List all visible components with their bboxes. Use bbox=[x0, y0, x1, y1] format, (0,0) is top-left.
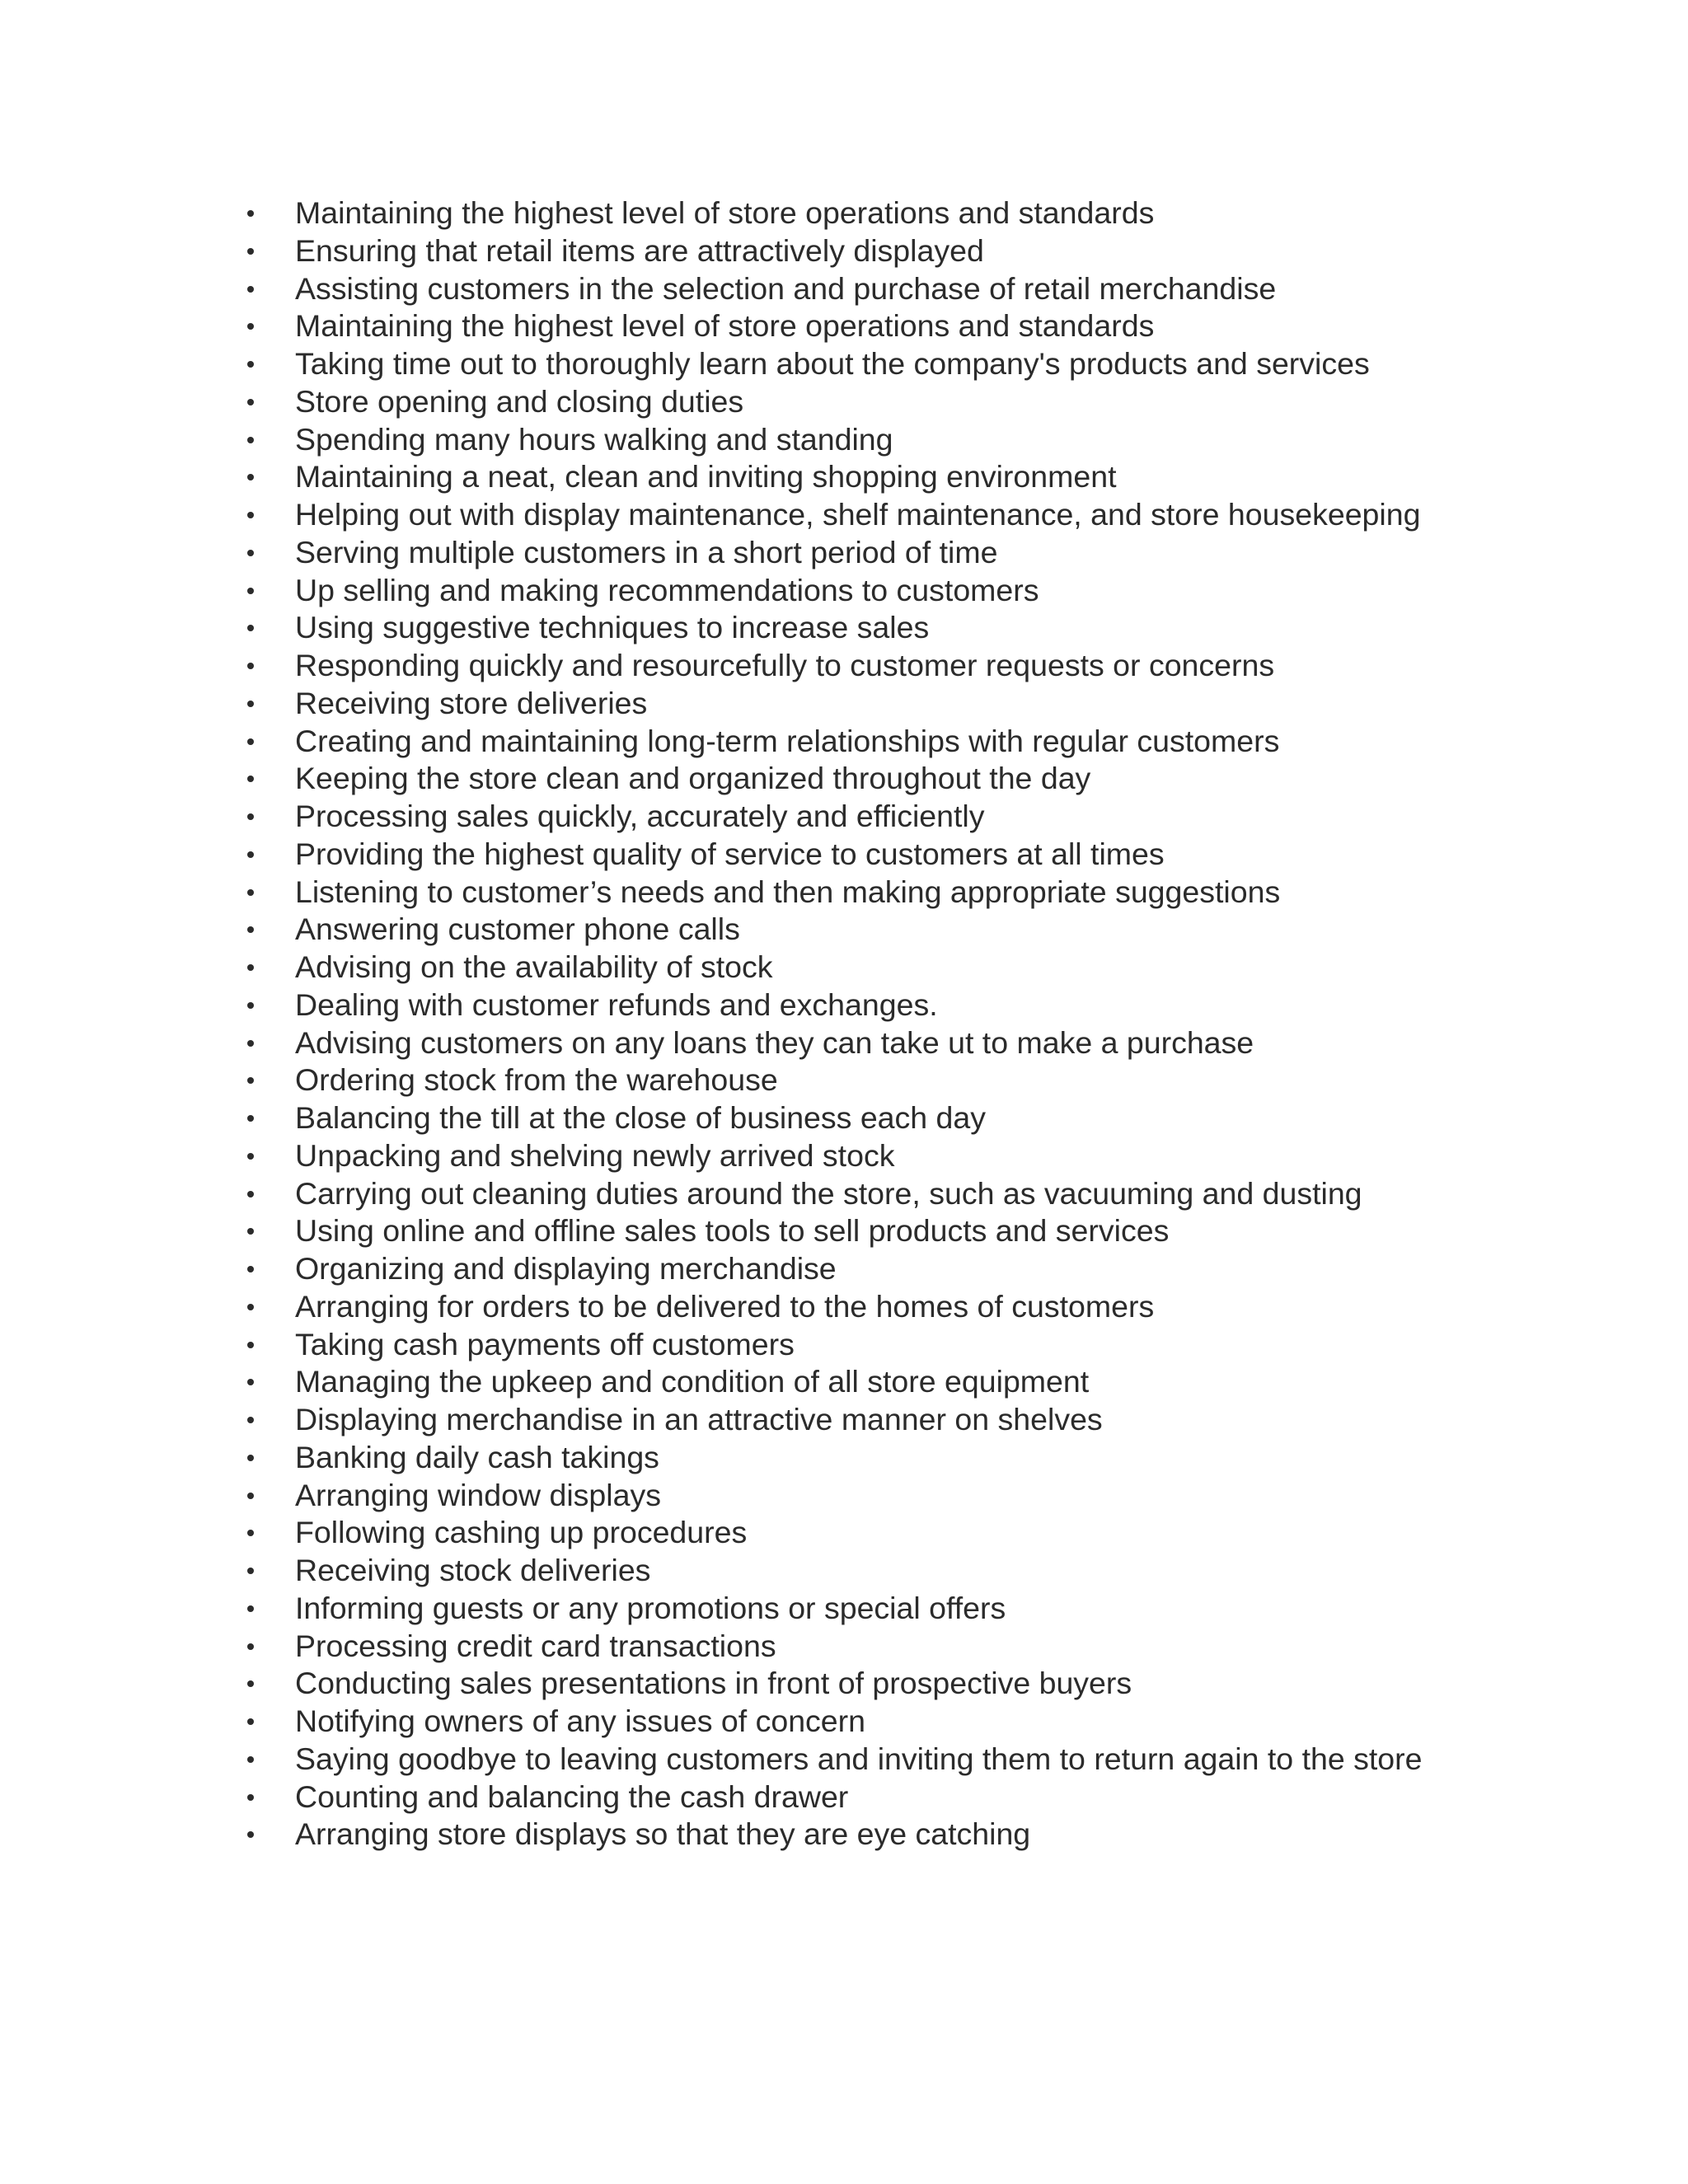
list-item bbox=[247, 1401, 1467, 1439]
bullet-icon bbox=[247, 399, 254, 405]
list-item-text: Maintaining the highest level of store operations and standards bbox=[295, 308, 1155, 344]
bullet-icon bbox=[247, 474, 254, 480]
list-item-text: Helping out with display maintenance, shelf maintenance, and store housekeeping bbox=[295, 497, 1421, 532]
list-item-text: Maintaining the highest level of store operations and standards bbox=[295, 195, 1155, 230]
list-item bbox=[247, 1099, 1467, 1137]
bullet-icon bbox=[247, 851, 254, 858]
list-item bbox=[247, 1363, 1467, 1401]
list-item-text: Balancing the till at the close of business each day bbox=[295, 1100, 987, 1135]
list-item bbox=[247, 1175, 1467, 1213]
bullet-icon bbox=[247, 1718, 254, 1725]
list-item-text: Displaying merchandise in an attractive manner on shelves bbox=[295, 1402, 1103, 1436]
bullet-icon bbox=[247, 1831, 254, 1838]
bullet-icon bbox=[247, 1530, 254, 1536]
bullet-icon bbox=[247, 437, 254, 443]
list-item-text: Assisting customers in the selection and purchase of retail merchandise bbox=[295, 270, 1277, 306]
list-item-text: Receiving stock deliveries bbox=[295, 1553, 651, 1587]
list-item bbox=[247, 1439, 1467, 1477]
bullet-icon bbox=[247, 1115, 254, 1122]
list-item bbox=[247, 421, 1467, 459]
list-item-text: Providing the highest quality of service to customers at all times bbox=[295, 836, 1165, 871]
bullet-icon bbox=[247, 889, 254, 896]
bullet-icon bbox=[247, 1680, 254, 1687]
list-item bbox=[247, 609, 1467, 647]
list-item-text: Responding quickly and resourcefully to customer requests or concerns bbox=[295, 648, 1275, 682]
list-item-text: Informing guests or any promotions or special offers bbox=[295, 1590, 1006, 1625]
bullet-icon bbox=[247, 1002, 254, 1009]
list-item-text: Listening to customer’s needs and then making appropriate suggestions bbox=[295, 874, 1281, 909]
bullet-icon bbox=[247, 1417, 254, 1423]
bullet-icon bbox=[247, 813, 254, 820]
bullet-icon bbox=[247, 625, 254, 631]
list-item bbox=[247, 232, 1467, 270]
list-item bbox=[247, 1703, 1467, 1741]
list-item-text: Taking time out to thoroughly learn about the company's products and services bbox=[295, 346, 1370, 381]
bullet-icon bbox=[247, 1040, 254, 1047]
bullet-icon bbox=[247, 1568, 254, 1574]
list-item bbox=[247, 1288, 1467, 1326]
list-item bbox=[247, 1137, 1467, 1175]
list-item-text: Advising customers on any loans they can take ut to make a purchase bbox=[295, 1024, 1254, 1060]
list-item bbox=[247, 1816, 1467, 1854]
list-item bbox=[247, 1552, 1467, 1590]
bullet-icon bbox=[247, 1153, 254, 1160]
list-item bbox=[247, 987, 1467, 1024]
list-item-text: Banking daily cash takings bbox=[295, 1439, 659, 1474]
list-item-text: Creating and maintaining long-term relationships with regular customers bbox=[295, 723, 1280, 758]
list-item-text: Notifying owners of any issues of concern bbox=[295, 1704, 866, 1738]
list-item bbox=[247, 1665, 1467, 1703]
bullet-icon bbox=[247, 1643, 254, 1650]
bullet-icon bbox=[247, 286, 254, 293]
list-item-text: Using suggestive techniques to increase sales bbox=[295, 610, 930, 645]
list-item bbox=[247, 270, 1467, 308]
list-item bbox=[247, 1628, 1467, 1666]
list-item-text: Store opening and closing duties bbox=[295, 383, 744, 419]
list-item-text: Carrying out cleaning duties around the store, such as vacuuming and dusting bbox=[295, 1175, 1362, 1211]
list-item-text: Advising on the availability of stock bbox=[295, 949, 773, 984]
bullet-icon bbox=[247, 1077, 254, 1084]
list-item-text: Ensuring that retail items are attractively displayed bbox=[295, 232, 984, 268]
list-item-text: Taking cash payments off customers bbox=[295, 1326, 795, 1361]
bullet-icon bbox=[247, 361, 254, 368]
bullet-icon bbox=[247, 1191, 254, 1197]
bullet-icon bbox=[247, 1455, 254, 1461]
list-item-text: Processing credit card transactions bbox=[295, 1628, 776, 1663]
list-item bbox=[247, 194, 1467, 232]
list-item bbox=[247, 534, 1467, 572]
list-item bbox=[247, 572, 1467, 610]
list-item bbox=[247, 1062, 1467, 1099]
list-item bbox=[247, 723, 1467, 761]
bullet-icon bbox=[247, 1266, 254, 1272]
list-item-text: Managing the upkeep and condition of all store equipment bbox=[295, 1364, 1090, 1399]
list-item bbox=[247, 1477, 1467, 1515]
list-item bbox=[247, 685, 1467, 723]
bullet-icon bbox=[247, 1493, 254, 1499]
bullet-icon bbox=[247, 776, 254, 782]
bullet-icon bbox=[247, 1379, 254, 1385]
list-item-text: Keeping the store clean and organized throughout the day bbox=[295, 761, 1091, 796]
list-item bbox=[247, 1779, 1467, 1816]
bullet-icon bbox=[247, 1304, 254, 1310]
list-item-text: Arranging store displays so that they are eye catching bbox=[295, 1816, 1031, 1852]
list-item-text: Arranging for orders to be delivered to the homes of customers bbox=[295, 1288, 1155, 1324]
list-item bbox=[247, 1741, 1467, 1779]
list-item bbox=[247, 496, 1467, 534]
bullet-icon bbox=[247, 210, 254, 217]
bullet-icon bbox=[247, 550, 254, 556]
list-item-text: Counting and balancing the cash drawer bbox=[295, 1779, 849, 1814]
bullet-icon bbox=[247, 701, 254, 707]
list-item-text: Spending many hours walking and standing bbox=[295, 421, 893, 457]
list-item-text: Dealing with customer refunds and exchanges. bbox=[295, 987, 938, 1022]
list-item bbox=[247, 760, 1467, 798]
bullet-icon bbox=[247, 1794, 254, 1801]
bullet-icon bbox=[247, 323, 254, 330]
list-item-text: Up selling and making recommendations to customers bbox=[295, 572, 1039, 607]
bullet-icon bbox=[247, 663, 254, 669]
bullet-icon bbox=[247, 964, 254, 971]
duty-bullet-list bbox=[247, 194, 1467, 1854]
bullet-icon bbox=[247, 1605, 254, 1612]
list-item-text: Saying goodbye to leaving customers and inviting them to return again to the store bbox=[295, 1741, 1423, 1776]
list-item-text: Using online and offline sales tools to sell products and services bbox=[295, 1213, 1170, 1249]
list-item-text: Ordering stock from the warehouse bbox=[295, 1062, 778, 1098]
list-item bbox=[247, 1024, 1467, 1062]
list-item bbox=[247, 1590, 1467, 1628]
bullet-icon bbox=[247, 1342, 254, 1348]
bullet-icon bbox=[247, 738, 254, 745]
list-item-text: Following cashing up procedures bbox=[295, 1515, 748, 1550]
bullet-icon bbox=[247, 248, 254, 255]
list-item-text: Organizing and displaying merchandise bbox=[295, 1251, 837, 1286]
list-item-text: Serving multiple customers in a short period of time bbox=[295, 534, 998, 569]
list-item bbox=[247, 1212, 1467, 1250]
list-item bbox=[247, 1326, 1467, 1364]
list-item-text: Answering customer phone calls bbox=[295, 912, 740, 947]
bullet-icon bbox=[247, 1228, 254, 1235]
list-item bbox=[247, 949, 1467, 987]
list-item bbox=[247, 874, 1467, 912]
list-item bbox=[247, 383, 1467, 421]
list-item-text: Maintaining a neat, clean and inviting shopping environment bbox=[295, 459, 1117, 494]
list-item-text: Conducting sales presentations in front of prospective buyers bbox=[295, 1666, 1132, 1701]
list-item-text: Arranging window displays bbox=[295, 1477, 661, 1512]
list-item bbox=[247, 647, 1467, 685]
list-item bbox=[247, 307, 1467, 345]
list-item bbox=[247, 1514, 1467, 1552]
bullet-icon bbox=[247, 1756, 254, 1763]
list-item bbox=[247, 458, 1467, 496]
list-item bbox=[247, 798, 1467, 836]
bullet-icon bbox=[247, 926, 254, 933]
list-item-text: Receiving store deliveries bbox=[295, 685, 648, 720]
list-item-text: Processing sales quickly, accurately and efficiently bbox=[295, 799, 985, 833]
list-item bbox=[247, 345, 1467, 383]
bullet-icon bbox=[247, 588, 254, 594]
list-item bbox=[247, 836, 1467, 874]
list-item-text: Unpacking and shelving newly arrived stock bbox=[295, 1137, 895, 1173]
list-item bbox=[247, 911, 1467, 949]
list-item bbox=[247, 1250, 1467, 1288]
bullet-icon bbox=[247, 512, 254, 518]
